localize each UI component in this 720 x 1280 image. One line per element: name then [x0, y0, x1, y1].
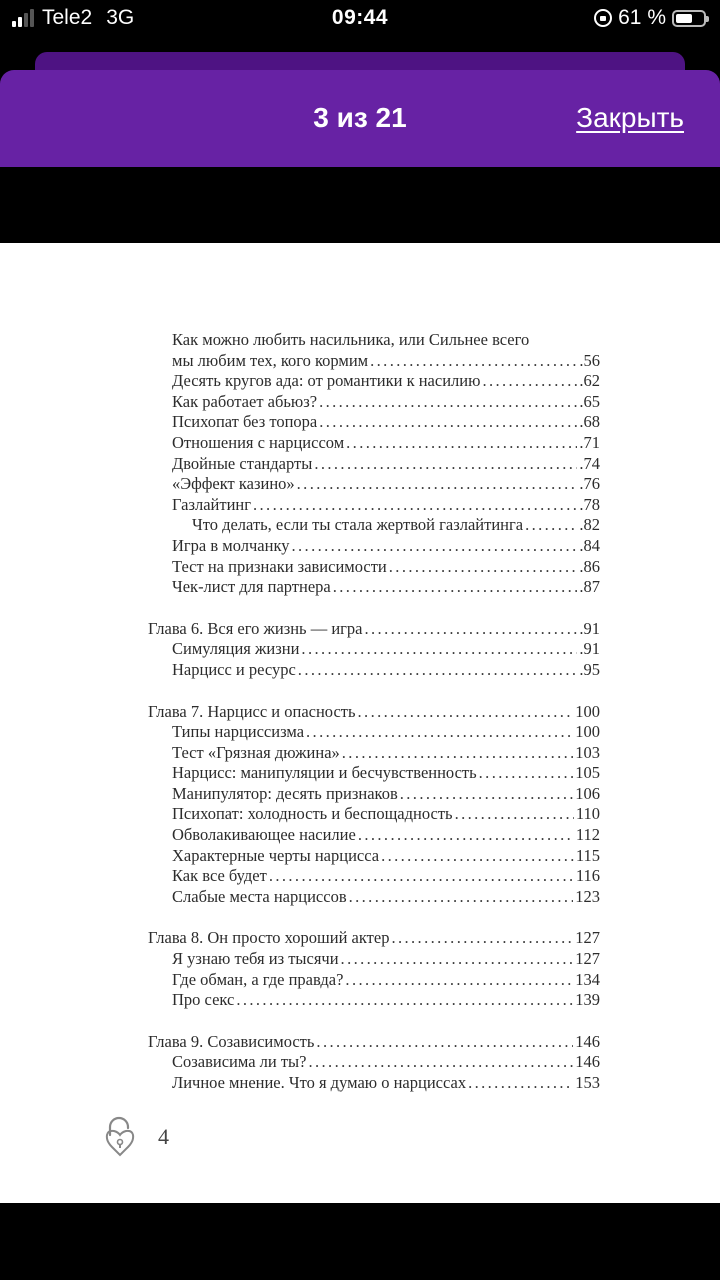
toc-entry-title: Тест «Грязная дюжина»: [172, 742, 340, 762]
toc-entry[interactable]: [148, 433, 600, 454]
toc-leader-dots: [358, 702, 574, 723]
toc-entry-page: 100: [575, 701, 600, 721]
toc-entry[interactable]: [148, 371, 600, 392]
toc-entry[interactable]: [148, 536, 600, 557]
toc-entry[interactable]: [148, 412, 600, 433]
toc-entry-page: .95: [579, 659, 600, 679]
toc-entry-title: Слабые места нарциссов: [172, 886, 347, 906]
toc-leader-dots: [342, 743, 573, 764]
toc-entry-title: Как работает абьюз?: [172, 391, 318, 411]
toc-entry[interactable]: [148, 1073, 600, 1094]
toc-entry[interactable]: [148, 866, 600, 887]
toc-entry-page: 100: [575, 722, 600, 742]
toc-entry[interactable]: [148, 722, 600, 743]
toc-entry-page: 116: [575, 866, 600, 886]
toc-entry-title: Нарцисс и ресурс: [172, 659, 296, 679]
toc-leader-dots: [482, 371, 577, 392]
toc-group-chapter6: [148, 619, 600, 681]
toc-entry-title: Нарцисс: манипуляции и бесчувственность: [172, 763, 477, 783]
page-footer: [100, 1115, 169, 1159]
status-bar: [0, 0, 720, 38]
toc-entry[interactable]: [148, 949, 600, 970]
toc-entry-page: 115: [575, 845, 600, 865]
toc-entry-title: «Эффект казино»: [172, 474, 295, 494]
toc-entry-page: .78: [579, 494, 600, 514]
toc-leader-dots: [316, 1032, 573, 1053]
toc-entry-title: Что делать, если ты стала жертвой газлайтинга: [192, 515, 524, 535]
toc-leader-dots: [349, 887, 574, 908]
toc-leader-dots: [319, 412, 577, 433]
toc-entry-page: 106: [575, 783, 600, 803]
status-right: [594, 6, 706, 30]
toc-entry-title: Глава 9. Созависимость: [148, 1031, 315, 1051]
toc-entry-page: .86: [579, 556, 600, 576]
page-indicator: 3 из 21: [313, 102, 407, 133]
toc-entry-page: 103: [575, 742, 600, 762]
toc-chapter-heading[interactable]: [148, 1032, 600, 1053]
toc-entry-title: Газлайтинг: [172, 494, 251, 514]
toc-leader-dots: [298, 660, 578, 681]
toc-chapter-heading[interactable]: [148, 928, 600, 949]
battery-fill: [676, 14, 692, 23]
toc-leader-dots: [400, 784, 574, 805]
toc-leader-dots: [253, 495, 577, 516]
toc-entry-page: .91: [579, 639, 600, 659]
battery-tip: [706, 16, 709, 22]
toc-entry-page: 112: [575, 825, 600, 845]
toc-entry-title: Как можно любить насильника, или Сильнее всего: [172, 330, 530, 349]
toc-entry[interactable]: [148, 495, 600, 516]
toc-leader-dots: [236, 990, 573, 1011]
toc-entry-title: Десять кругов ада: от романтики к насилию: [172, 371, 481, 391]
toc-entry[interactable]: [148, 660, 600, 681]
toc-entry-page: 105: [575, 763, 600, 783]
toc-entry[interactable]: [148, 392, 600, 413]
toc-entry-title: Созависима ли ты?: [172, 1052, 307, 1072]
toc-entry-title: Игра в молчанку: [172, 535, 290, 555]
toc-leader-dots: [314, 454, 577, 475]
toc-entry-page: .65: [579, 391, 600, 411]
toc-chapter-heading[interactable]: [148, 702, 600, 723]
toc-entry-page: .71: [579, 432, 600, 452]
toc-leader-dots: [319, 392, 577, 413]
toc-entry-page: 134: [575, 969, 600, 989]
toc-entry-page: 123: [575, 886, 600, 906]
toc-leader-dots: [345, 970, 573, 991]
toc-leader-dots: [468, 1073, 573, 1094]
toc-entry-title: Как все будет: [172, 866, 267, 886]
toc-entry-page: .68: [579, 412, 600, 432]
toc-entry-continued[interactable]: [148, 330, 600, 351]
toc-entry[interactable]: [148, 846, 600, 867]
toc-entry-page: 139: [575, 990, 600, 1010]
toc-entry[interactable]: [148, 577, 600, 598]
toc-entry-page: .62: [579, 371, 600, 391]
toc-entry-page: .91: [579, 618, 600, 638]
toc-entry-page: .87: [579, 577, 600, 597]
toc-entry[interactable]: [148, 825, 600, 846]
toc-entry-title: Глава 8. Он просто хороший актер: [148, 928, 390, 948]
toc-group-chapter7: [148, 702, 600, 908]
toc-entry[interactable]: [148, 743, 600, 764]
network-type: 3G: [106, 6, 135, 29]
toc-group-chapter8: [148, 928, 600, 1010]
toc-entry-title: Глава 6. Вся его жизнь — игра: [148, 618, 363, 638]
toc-entry-title: Симуляция жизни: [172, 639, 300, 659]
status-time: 09:44: [331, 6, 389, 29]
toc-entry-continued-line2[interactable]: [148, 351, 600, 372]
toc-entry[interactable]: [148, 784, 600, 805]
toc-entry-page: 127: [575, 928, 600, 948]
toc-entry[interactable]: [148, 1052, 600, 1073]
toc-entry-page: .56: [579, 350, 600, 370]
toc-leader-dots: [346, 433, 577, 454]
toc-entry[interactable]: [148, 970, 600, 991]
toc-entry-title: Психопат без топора: [172, 412, 318, 432]
toc-entry-title: Про секс: [172, 990, 235, 1010]
toc-leader-dots: [297, 474, 578, 495]
toc-entry-page: 153: [575, 1073, 600, 1092]
toc-entry-title: Обволакивающее насилие: [172, 825, 356, 845]
heart-padlock-icon: [100, 1115, 140, 1159]
book-page[interactable]: [0, 243, 720, 1203]
toc-entry-page: .82: [579, 515, 600, 535]
toc-entry[interactable]: [148, 763, 600, 784]
table-of-contents: [148, 330, 600, 1094]
toc-leader-dots: [341, 949, 574, 970]
toc-entry-title: мы любим тех, кого кормим: [172, 350, 369, 370]
toc-group-chapter9: [148, 1032, 600, 1094]
toc-entry-title: Отношения с нарциссом: [172, 432, 345, 452]
toc-leader-dots: [333, 577, 578, 598]
toc-leader-dots: [308, 1052, 573, 1073]
toc-entry-title: Где обман, а где правда?: [172, 969, 344, 989]
rotation-lock-icon: [594, 9, 612, 27]
toc-entry-title: Глава 7. Нарцисс и опасность: [148, 701, 356, 721]
toc-leader-dots: [358, 825, 574, 846]
toc-leader-dots: [381, 846, 574, 867]
toc-leader-dots: [455, 804, 574, 825]
toc-entry-page: 146: [575, 1052, 600, 1072]
toc-leader-dots: [370, 351, 577, 372]
toc-entry-page: 127: [575, 949, 600, 969]
close-button[interactable]: Закрыть: [576, 102, 684, 133]
toc-entry[interactable]: [148, 639, 600, 660]
toc-leader-dots: [479, 763, 574, 784]
viewer-header: [0, 70, 720, 167]
toc-entry-title: Характерные черты нарцисса: [172, 845, 380, 865]
toc-entry-title: Типы нарциссизма: [172, 722, 305, 742]
toc-entry[interactable]: [148, 557, 600, 578]
toc-entry[interactable]: [148, 515, 600, 536]
toc-entry-page: 110: [575, 804, 600, 824]
toc-entry-page: .76: [579, 474, 600, 494]
toc-entry-page: .74: [579, 453, 600, 473]
toc-entry[interactable]: [148, 474, 600, 495]
toc-chapter-heading[interactable]: [148, 619, 600, 640]
battery-icon: [672, 10, 706, 27]
carrier-name: Tele2: [42, 6, 93, 29]
toc-entry-title: Тест на признаки зависимости: [172, 556, 387, 576]
page-number: 4: [158, 1124, 169, 1149]
toc-group-chapter5: [148, 371, 600, 598]
toc-leader-dots: [301, 639, 577, 660]
toc-entry-title: Личное мнение. Что я думаю о нарциссах: [172, 1073, 467, 1092]
toc-entry-page: 146: [575, 1031, 600, 1051]
toc-leader-dots: [292, 536, 578, 557]
toc-entry-title: Чек-лист для партнера: [172, 577, 331, 597]
toc-entry[interactable]: [148, 887, 600, 908]
toc-leader-dots: [365, 619, 578, 640]
toc-entry-title: Манипулятор: десять признаков: [172, 783, 398, 803]
toc-entry[interactable]: [148, 454, 600, 475]
toc-leader-dots: [389, 557, 578, 578]
toc-entry[interactable]: [148, 804, 600, 825]
toc-entry-title: Психопат: холодность и беспощадность: [172, 804, 453, 824]
toc-leader-dots: [306, 722, 573, 743]
toc-entry-page: .84: [579, 535, 600, 555]
toc-leader-dots: [391, 928, 573, 949]
toc-entry-title: Я узнаю тебя из тысячи: [172, 949, 339, 969]
toc-leader-dots: [525, 515, 577, 536]
toc-leader-dots: [269, 866, 574, 887]
toc-entry[interactable]: [148, 990, 600, 1011]
toc-entry-title: Двойные стандарты: [172, 453, 313, 473]
battery-percent: 61 %: [618, 6, 666, 29]
